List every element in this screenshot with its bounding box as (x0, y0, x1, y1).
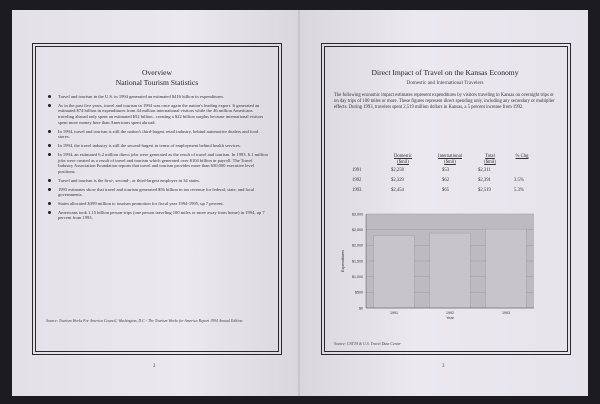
chart-y-tick-label: $1,000 (352, 274, 363, 279)
table-row-1993-international: $65 (442, 188, 450, 193)
list-item-text: In 1994, the travel industry is still the second-largest in terms of employment behind health services. (58, 143, 241, 149)
chart-y-tick-label: $1,500 (352, 259, 363, 264)
kansas-impact-subtitle: Domestic and International Travelers (406, 80, 484, 86)
bullet-icon (48, 188, 51, 191)
table-row-1991-year: 1991 (352, 168, 362, 173)
chart-x-tick-label: 1992 (446, 311, 454, 315)
list-item-text: In 1994, travel and tourism is still the nation's third-largest retail industry, behind automotive dealers and food stores. (58, 128, 259, 140)
table-row-1992-domestic: $2,329 (391, 178, 404, 183)
bullet-icon (48, 202, 51, 205)
page-number-left: 2 (153, 364, 156, 369)
right-page-content (334, 68, 556, 338)
chart-y-tick-label: $3,000 (352, 212, 363, 217)
brochure-spread (12, 10, 588, 396)
chart-x-tick-label: 1991 (390, 311, 398, 315)
kansas-impact-intro: The following economic impact estimates represent expenditures by visitors traveling in Kansas on overnight trips or on day trips of 100 miles or more. These figures represent direct spending only, including any secondary or multiplier effects. During 1993, travelers spent 2,519 million dollars in Kansas, a 5 percent increase from 1992. (334, 93, 555, 110)
left-page-content (46, 68, 268, 224)
chart-x-tick-label: 1993 (502, 311, 510, 315)
right-source-note: Source: USTTA & U.S. Travel Data Center (334, 342, 401, 346)
right-page (300, 10, 588, 396)
table-row-1993-year: 1993 (352, 188, 362, 193)
list-item (46, 94, 268, 100)
table-row-1993-chg: 5.3% (514, 188, 524, 193)
table-header-domestic: Domestic ($mil) (394, 154, 412, 165)
list-item-text: As in the past five years, travel and tourism in 1994 was once again the nation's leading export. It generated an estimated $74 billion in expenditures from 44 million international visitors while the 46 million Americans traveling abroad only spent an estimated $52 billion...creating a $22 billion surplus because international visitors spent more money here than Americans spent abroad. (58, 102, 264, 125)
chart-y-tick-label: $2,500 (352, 227, 363, 232)
list-item-text: Americans took 1.15 billion person-trips (one person traveling 100 miles or more away from home) in 1994, up 7 percent from 1993. (58, 209, 265, 221)
expenditure-chart-svg (334, 208, 556, 326)
left-page (12, 10, 300, 396)
bullet-icon (48, 153, 51, 156)
bullet-icon (48, 211, 51, 214)
expenditure-chart (334, 208, 556, 326)
chart-y-tick-label: $500 (355, 290, 363, 295)
chart-bar (486, 229, 526, 308)
list-item (46, 129, 268, 140)
list-item (46, 178, 268, 184)
table-row-1992-year: 1992 (352, 178, 362, 183)
list-item (46, 103, 268, 125)
table-row-1992-chg: 3.5% (514, 178, 524, 183)
overview-title: Overview (142, 68, 172, 77)
chart-bar (430, 233, 470, 308)
chart-y-axis-label: Expenditures (341, 249, 345, 273)
list-item-text: Travel and tourism in the U.S. in 1994 generated an estimated $416 billion in expenditures. (58, 94, 225, 99)
table-row-1991-domestic: $2,258 (391, 168, 404, 173)
table-row-1993-total: $2,519 (478, 188, 491, 193)
table-header-total: Total ($mil) (484, 154, 496, 165)
chart-y-tick-label: $0 (359, 306, 363, 311)
table-row-1991-international: $53 (442, 168, 450, 173)
table-row-1991-total: $2,311 (478, 168, 491, 173)
bullet-icon (48, 144, 51, 147)
kansas-impact-title: Direct Impact of Travel on the Kansas Economy (371, 68, 519, 77)
table-header-international: International ($mil) (438, 154, 462, 165)
chart-y-tick-label: $2,000 (352, 243, 363, 248)
table-row-1993-domestic: $2,454 (391, 188, 404, 193)
left-source-note: Source: Tourism Works For America Council, Washington, D.C.- The Tourism Works for America Report 1994 Annual Edition (46, 319, 243, 323)
chart-bar (374, 236, 414, 308)
table-header-pct-change: % Chg (515, 154, 529, 159)
table-row-1992-international: $62 (442, 178, 450, 183)
list-item (46, 152, 268, 174)
list-item-text: States allocated $399 million to tourism promotion for fiscal year 1994-1995, up 7 percent. (58, 200, 224, 206)
table-row-1992-total: $2,391 (478, 178, 491, 183)
list-item-text: In 1994, an estimated 6.2 million direct jobs were generated as the result of travel and tourism. In 1993, 6.1 million jobs were created as a result of travel and tourism which generated over $104 billion in payroll. The Travel Industry Association Foundation reports that travel and tourism provides more than 650,000 executive level positions. (58, 151, 268, 174)
list-item (46, 201, 268, 207)
tourism-stats-list (46, 94, 268, 221)
page-number-right: 3 (442, 364, 445, 369)
list-item-text: Travel and tourism is the first-, second-, or third-largest employer in 34 states. (58, 177, 201, 183)
list-item (46, 210, 268, 221)
list-item (46, 143, 268, 149)
chart-x-axis-label: Year (446, 316, 454, 320)
overview-subtitle: National Tourism Statistics (115, 78, 199, 87)
bullet-icon (48, 130, 51, 133)
bullet-icon (48, 104, 51, 107)
bullet-icon (48, 179, 51, 182)
list-item (46, 187, 268, 198)
bullet-icon (48, 95, 51, 98)
list-item-text: 1993 estimates show that travel and tourism generated $56 billion in tax revenue for federal, state, and local governments. (58, 186, 255, 198)
